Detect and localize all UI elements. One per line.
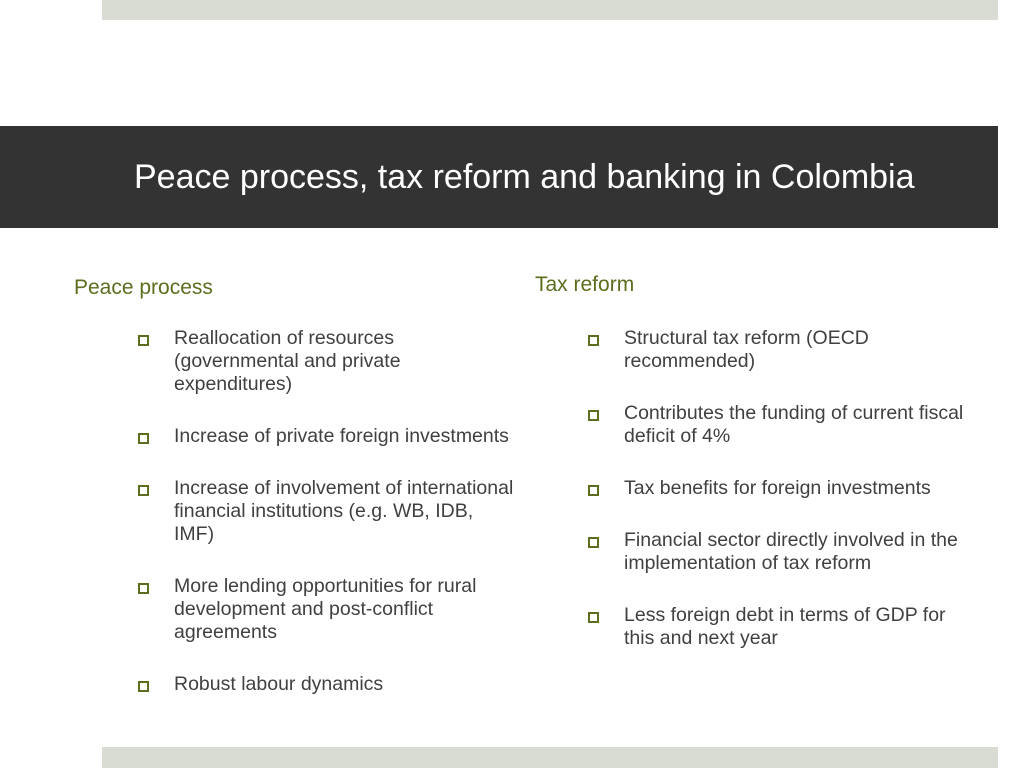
square-bullet-icon: [138, 485, 149, 496]
square-bullet-icon: [138, 335, 149, 346]
list-item-text: Less foreign debt in terms of GDP for this and next year: [624, 604, 946, 649]
list-item-text: Contributes the funding of current fiscal deficit of 4%: [624, 402, 964, 447]
list-item: [588, 327, 978, 373]
list-item: [588, 402, 978, 448]
list-item: [138, 327, 518, 396]
square-bullet-icon: [588, 612, 599, 623]
square-bullet-icon: [138, 681, 149, 692]
list-item: [138, 425, 518, 448]
list-item: [588, 529, 978, 575]
list-item-text: More lending opportunities for rural development and post-conflict agreements: [174, 575, 477, 643]
square-bullet-icon: [588, 537, 599, 548]
square-bullet-icon: [138, 433, 149, 444]
list-item: [138, 575, 518, 644]
tax-reform-list: [588, 327, 978, 650]
square-bullet-icon: [588, 410, 599, 421]
list-item: [588, 604, 978, 650]
list-item-text: Reallocation of resources (governmental and private expenditures): [174, 327, 401, 395]
list-item-text: Tax benefits for foreign investments: [624, 477, 931, 499]
list-item-text: Financial sector directly involved in the implementation of tax reform: [624, 529, 958, 574]
top-decorative-band: [102, 0, 998, 20]
list-item-text: Increase of private foreign investments: [174, 425, 509, 447]
square-bullet-icon: [588, 485, 599, 496]
peace-process-list: [138, 327, 518, 696]
bottom-decorative-band: [102, 747, 998, 768]
tax-reform-heading: Tax reform: [535, 273, 635, 296]
list-item: [588, 477, 978, 500]
list-item: [138, 477, 518, 546]
list-item-text: Robust labour dynamics: [174, 673, 384, 695]
list-item: [138, 673, 518, 696]
peace-process-heading: Peace process: [74, 276, 213, 299]
slide-title: Peace process, tax reform and banking in Colombia: [134, 158, 915, 196]
square-bullet-icon: [588, 335, 599, 346]
square-bullet-icon: [138, 583, 149, 594]
list-item-text: Increase of involvement of international financial institutions (e.g. WB, IDB, IMF): [174, 477, 514, 545]
list-item-text: Structural tax reform (OECD recommended): [624, 327, 869, 372]
